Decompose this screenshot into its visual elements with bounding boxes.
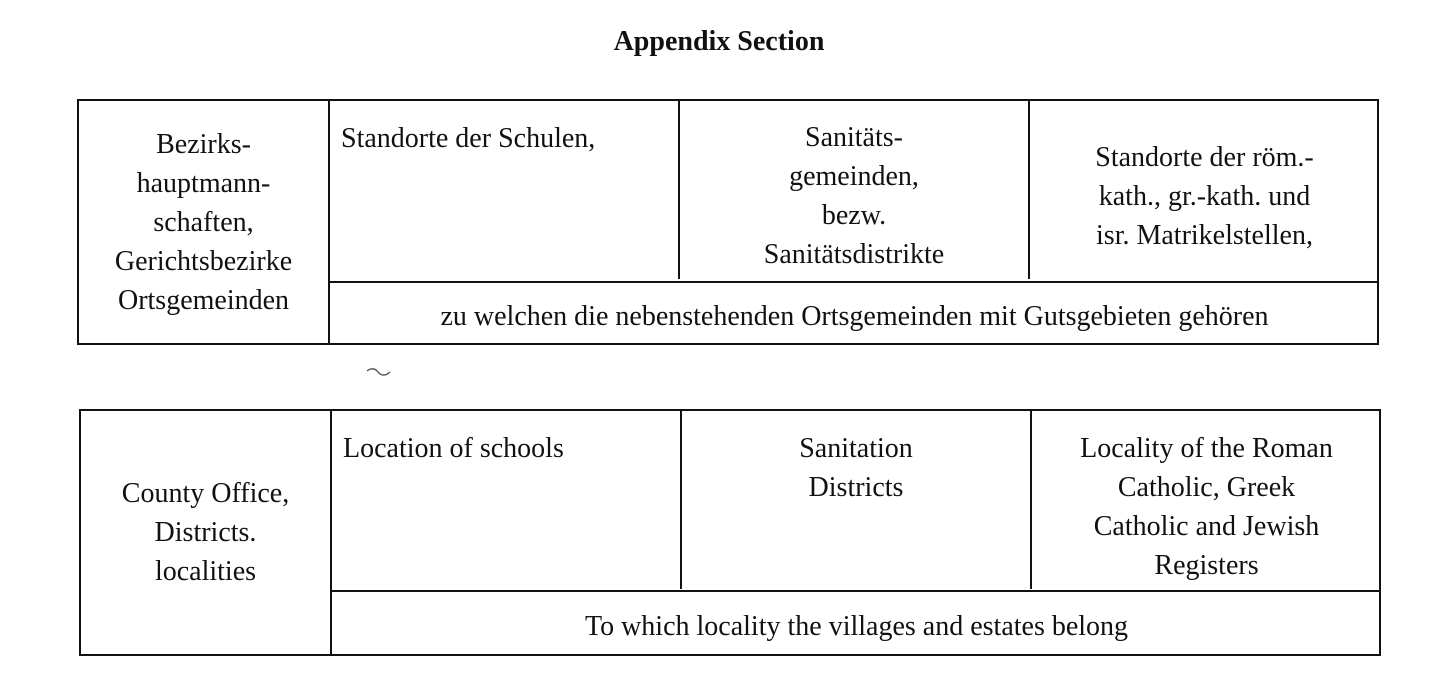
stray-mark [366,366,392,380]
page-title: Appendix Section [613,26,825,57]
german-schools-cell: Standorte der Schulen, [341,123,596,154]
german-registers-cell: Standorte der röm.- kath., gr.-kath. und isr. Matrikelstellen, [1095,142,1314,251]
english-sanitation-cell: Sanitation Districts [799,433,913,503]
german-bottom-row-cell: zu welchen die nebenstehenden Ortsgemeinden mit Gutsgebieten gehören [440,301,1269,332]
table-divider [328,281,1377,283]
english-schools-cell: Location of schools [343,433,564,464]
german-left-header-cell: Bezirks- hauptmann- schaften, Gerichtsbezirke Ortsgemeinden [114,128,293,316]
english-bottom-row-cell: To which locality the villages and estates belong [584,611,1129,642]
english-header-table [79,409,1381,656]
table-divider [330,590,1379,592]
english-registers-cell: Locality of the Roman Catholic, Greek Catholic and Jewish Registers [1080,433,1333,581]
german-header-table [77,99,1379,345]
german-sanitation-cell: Sanitäts- gemeinden, bezw. Sanitätsdistrikte [763,122,945,270]
english-left-header-cell: County Office, Districts. localities [121,478,290,587]
